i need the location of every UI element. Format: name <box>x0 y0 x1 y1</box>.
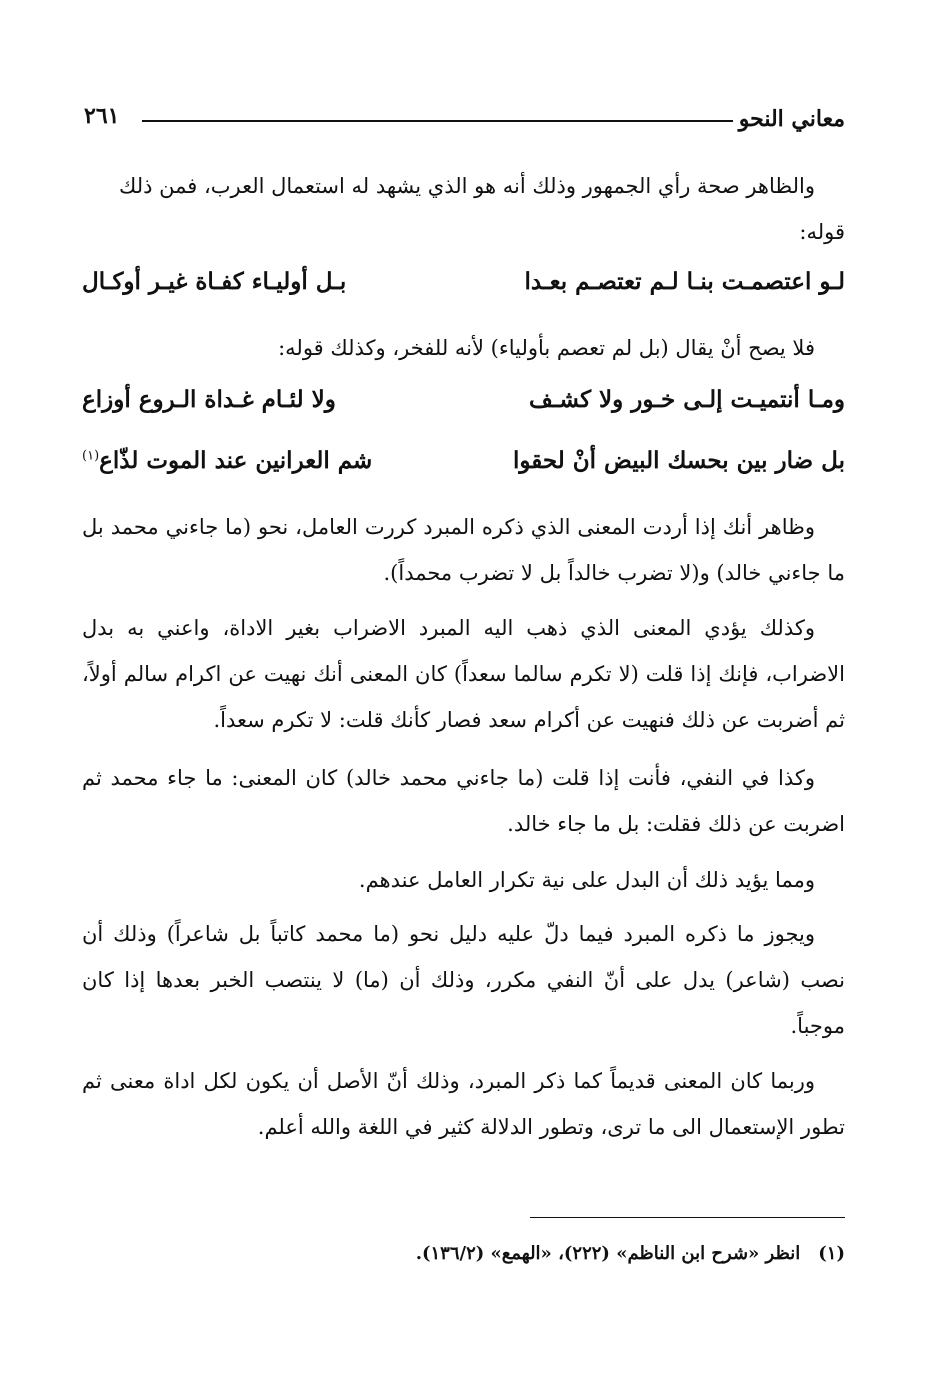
verse-3-second-hemistich <box>82 447 372 474</box>
paragraph-2-text: فلا يصح أنْ يقال (بل لم تعصم بأولياء) لأنه للفخر، وكذلك قوله: <box>278 336 815 360</box>
header-rule <box>142 120 733 122</box>
paragraph-8 <box>82 1058 845 1150</box>
paragraph-5 <box>82 755 845 847</box>
paragraph-2 <box>82 325 845 371</box>
running-title: معاني النحو <box>738 106 845 132</box>
footnote-rule <box>530 1217 845 1218</box>
paragraph-4 <box>82 605 845 743</box>
footnote-number: (١) <box>818 1243 845 1264</box>
paragraph-3-text: وظاهر أنك إذا أردت المعنى الذي ذكره المبرد كررت العامل، نحو (ما جاءني محمد بل ما جاءني خالد) و(لا تضرب خالداً بل لا تضرب محمداً). <box>82 515 845 585</box>
paragraph-4-text: وكذلك يؤدي المعنى الذي ذهب اليه المبرد الاضراب بغير الاداة، واعني به بدل الاضراب، فإنك إذا قلت (لا تكرم سالما سعداً) كان المعنى أنك نهيت عن اكرام سالم أولاً، ثم أضربت عن ذلك فنهيت عن أكرام سعد فصار كأنك قلت: لا تكرم سعداً. <box>82 616 845 732</box>
paragraph-5-text: وكذا في النفي، فأنت إذا قلت (ما جاءني محمد خالد) كان المعنى: ما جاء محمد ثم اضربت عن ذلك فقلت: بل ما جاء خالد. <box>82 766 845 836</box>
paragraph-7-text: ويجوز ما ذكره المبرد فيما دلّ عليه دليل نحو (ما محمد كاتباً بل شاعراً) وذلك أن نصب (شاعر) يدل على أنّ النفي مكرر، وذلك أن (ما) لا ينتصب الخبر بعدها إذا كان موجباً. <box>82 922 845 1038</box>
verse-3 <box>82 447 845 487</box>
verse-2-second-hemistich: ولا لئـام غـداة الـروع أوزاع <box>82 386 336 413</box>
verse-3-second-hemistich-text: شم العرانين عند الموت لذّاع <box>99 447 373 474</box>
verse-2-first-hemistich: ومـا أنتميـت إلـى خـور ولا كشـف <box>529 386 845 413</box>
paragraph-3 <box>82 504 845 596</box>
paragraph-6-text: ومما يؤيد ذلك أن البدل على نية تكرار العامل عندهم. <box>358 868 815 892</box>
paragraph-6 <box>82 857 845 903</box>
footnote-reference: (١) <box>82 448 100 464</box>
paragraph-1-line-1: والظاهر صحة رأي الجمهور وذلك أنه هو الذي يشهد له استعمال العرب، فمن ذلك <box>119 174 815 198</box>
verse-1-first-hemistich: لـو اعتصمـت بنـا لـم تعتصـم بعـدا <box>524 268 845 295</box>
paragraph-8-text: وربما كان المعنى قديماً كما ذكر المبرد، وذلك أنّ الأصل أن يكون لكل اداة معنى ثم تطور الإستعمال الى ما ترى، وتطور الدلالة كثير في اللغة والله أعلم. <box>82 1069 845 1139</box>
page-header <box>80 100 845 140</box>
verse-1 <box>82 268 845 308</box>
verse-1-second-hemistich: بـل أوليـاء كفـاة غيـر أوكـال <box>82 268 347 295</box>
footnote <box>380 1243 845 1264</box>
paragraph-1-line-2: قوله: <box>799 220 845 244</box>
footnote-text: انظر «شرح ابن الناظم» (٢٢٢)، «الهمع» (١٣٦/٢). <box>415 1243 801 1264</box>
paragraph-1 <box>82 163 845 255</box>
paragraph-7 <box>82 911 845 1049</box>
verse-2 <box>82 386 845 426</box>
verse-3-first-hemistich: بل ضار بين بحسك البيض أنْ لحقوا <box>512 447 845 474</box>
page-number: ٢٦١ <box>84 103 120 129</box>
